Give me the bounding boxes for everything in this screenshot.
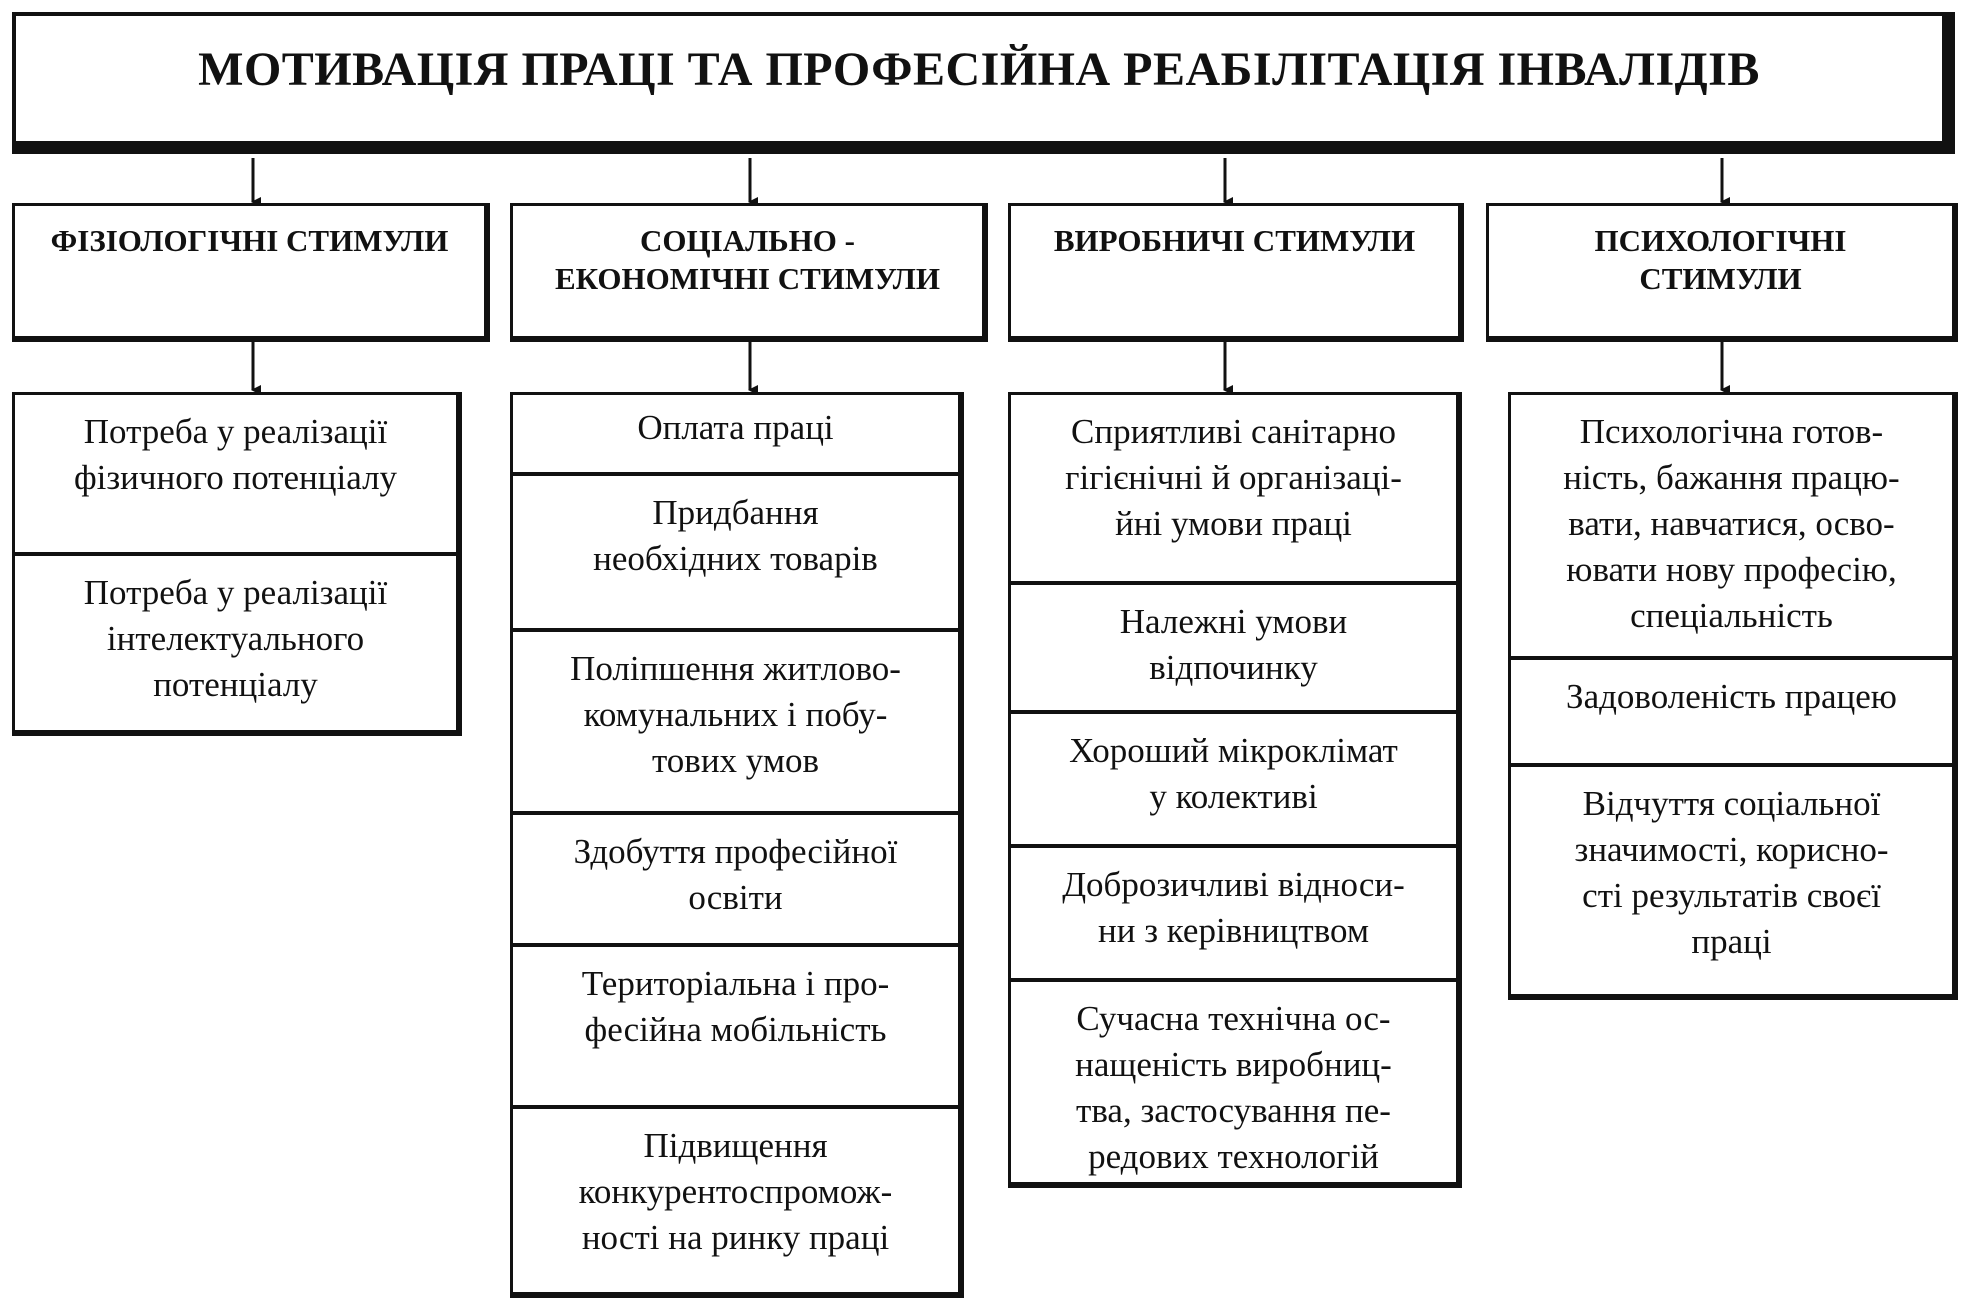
category-heading: ПСИХОЛОГІЧНІ СТИМУЛИ	[1594, 223, 1847, 296]
category-heading: СОЦІАЛЬНО - ЕКОНОМІЧНІ СТИМУЛИ	[554, 223, 941, 296]
list-item: Оплата праці	[637, 408, 834, 447]
category-header-socioeconomic	[510, 203, 988, 342]
list-item: Задоволеність працею	[1566, 677, 1897, 716]
list-item: Підвищення конкурентоспромож- ності на ринку праці	[578, 1126, 893, 1257]
list-item: Придбання необхідних товарів	[593, 493, 878, 578]
list-item: Поліпшення житлово- комунальних і побу- тових умов	[570, 649, 901, 780]
category-header-production	[1008, 203, 1464, 342]
list-item: Потреба у реалізації фізичного потенціалу	[73, 412, 398, 497]
list-item: Здобуття професійної освіти	[573, 832, 898, 917]
category-header-physiological	[12, 203, 490, 342]
category-heading: ВИРОБНИЧІ СТИМУЛИ	[1053, 223, 1416, 258]
diagram-title-box	[12, 12, 1955, 154]
list-physiological	[12, 392, 462, 736]
list-item: Відчуття соціальної значимості, корисно- сті результатів своєї праці	[1574, 784, 1889, 961]
list-socioeconomic	[510, 392, 964, 1298]
list-item: Психологічна готов- ність, бажання працю- вати, навчатися, осво- ювати нову професію, спеціальність	[1563, 412, 1900, 635]
list-item: Територіальна і про- фесійна мобільність	[581, 964, 890, 1049]
list-production	[1008, 392, 1462, 1188]
category-heading: ФІЗІОЛОГІЧНІ СТИМУЛИ	[50, 223, 449, 258]
list-item: Хороший мікроклімат у колективі	[1069, 731, 1398, 816]
category-header-psychological	[1486, 203, 1958, 342]
list-psychological	[1508, 392, 1958, 1000]
diagram-title: МОТИВАЦІЯ ПРАЦІ ТА ПРОФЕСІЙНА РЕАБІЛІТАЦІЯ ІНВАЛІДІВ	[198, 43, 1760, 96]
list-item: Сучасна технічна ос- нащеність виробниц- тва, застосування пе- редових технологій	[1075, 999, 1392, 1176]
list-item: Потреба у реалізації інтелектуального потенціалу	[83, 573, 388, 704]
list-item: Належні умови відпочинку	[1119, 602, 1348, 687]
list-item: Сприятливі санітарно гігієнічні й організаці- йні умови праці	[1065, 412, 1402, 543]
list-item: Доброзичливі відноси- ни з керівництвом	[1062, 865, 1405, 950]
